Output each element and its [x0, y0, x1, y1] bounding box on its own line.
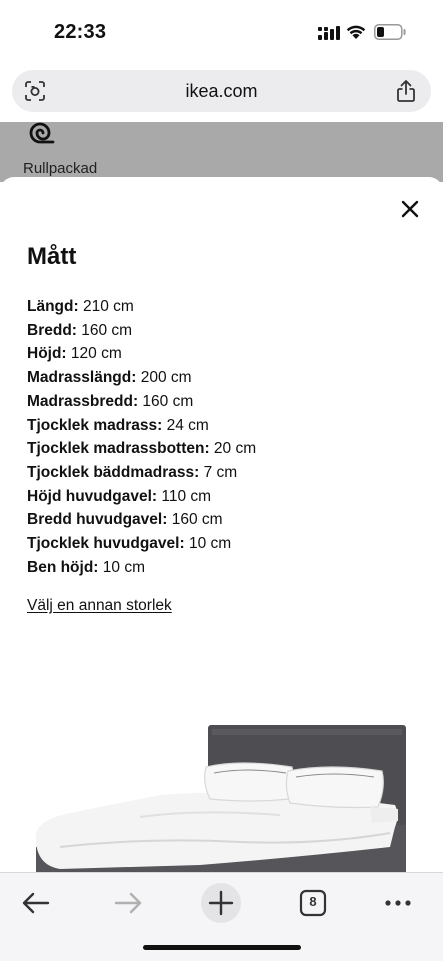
choose-other-size-link[interactable]: Välj en annan storlek	[27, 597, 172, 614]
dimension-label: Höjd:	[27, 345, 67, 363]
dimension-label: Ben höjd:	[27, 558, 99, 576]
share-icon[interactable]	[396, 79, 416, 103]
dimension-label: Längd:	[27, 298, 79, 315]
dimension-label: Tjocklek huvudgavel:	[27, 535, 185, 553]
dimension-value: 110 cm	[157, 487, 212, 505]
sheet-title: Mått	[27, 243, 77, 270]
rolled-mattress-icon	[26, 122, 56, 148]
dimension-item	[27, 295, 256, 319]
battery-icon	[374, 24, 406, 40]
dimension-item	[27, 485, 256, 509]
url-text[interactable]: ikea.com	[185, 81, 258, 101]
dimension-value: 10 cm	[184, 535, 232, 553]
dimension-label: Tjocklek bäddmadrass:	[27, 463, 200, 481]
close-icon[interactable]	[398, 197, 422, 221]
dimension-label: Tjocklek madrassbotten:	[27, 440, 210, 458]
dimension-item	[27, 319, 256, 343]
new-tab-plus-icon[interactable]	[199, 881, 243, 925]
dimension-label: Tjocklek madrass:	[27, 416, 163, 434]
dimension-value: 24 cm	[162, 416, 209, 434]
home-indicator	[143, 945, 301, 950]
dimension-value: 160 cm	[167, 511, 223, 529]
dimension-list	[27, 295, 256, 579]
dimension-value: 160 cm	[76, 321, 133, 339]
wifi-icon	[346, 25, 366, 40]
dimension-label: Höjd huvudgavel:	[27, 487, 158, 505]
more-menu-icon[interactable]	[376, 881, 420, 925]
dimension-value: 200 cm	[136, 369, 192, 387]
dimension-value: 160 cm	[138, 392, 194, 410]
dimension-item	[27, 342, 256, 366]
dimensions-sheet	[0, 177, 443, 877]
dimension-item	[27, 532, 256, 556]
tabs-button[interactable]	[291, 881, 335, 925]
dimension-value: 120 cm	[66, 345, 122, 363]
dimension-label: Bredd huvudgavel:	[27, 511, 168, 529]
dimension-item	[27, 414, 256, 438]
dimension-label: Madrasslängd:	[27, 369, 137, 387]
dimension-item	[27, 366, 256, 390]
back-arrow-icon[interactable]	[14, 881, 58, 925]
dimension-item	[27, 556, 256, 580]
dimension-value: 7 cm	[199, 463, 238, 481]
dimension-value: 20 cm	[209, 440, 257, 458]
dimension-value: 10 cm	[98, 558, 145, 576]
status-bar	[0, 0, 443, 64]
dimension-label: Bredd:	[27, 321, 77, 339]
forward-arrow-icon[interactable]	[106, 881, 150, 925]
address-bar[interactable]	[12, 70, 431, 112]
dimension-label: Madrassbredd:	[27, 392, 139, 410]
status-time: 22:33	[54, 21, 107, 43]
dimension-item	[27, 461, 256, 485]
dimension-item	[27, 437, 256, 461]
tab-count: 8	[309, 894, 317, 909]
dimension-item	[27, 390, 256, 414]
dimension-item	[27, 508, 256, 532]
feature-label: Rullpackad	[23, 160, 98, 177]
dimension-value: 210 cm	[78, 298, 134, 315]
cellular-signal-icon	[318, 26, 340, 40]
bed-product-image	[0, 697, 443, 877]
background-page-overlay	[0, 122, 443, 182]
